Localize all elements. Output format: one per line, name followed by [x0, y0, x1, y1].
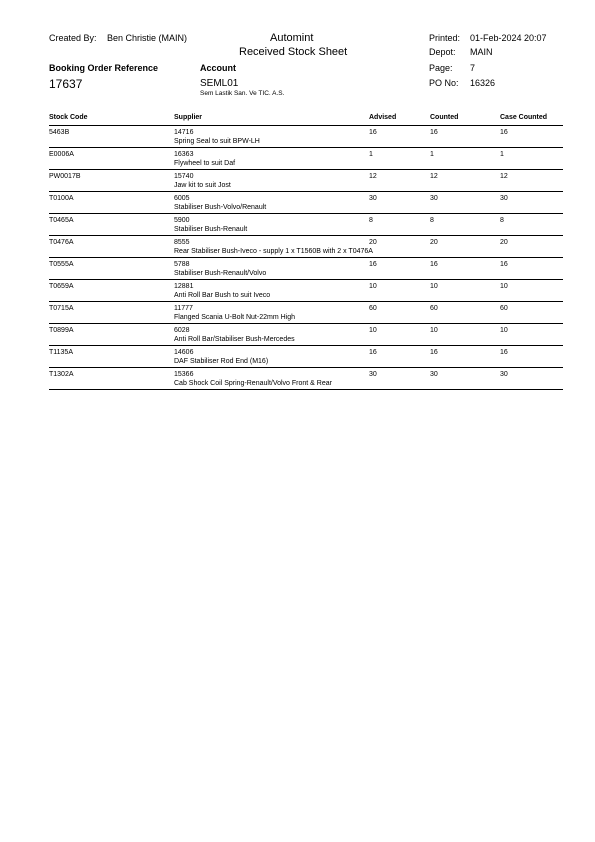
item-description: Stabiliser Bush-Renault [174, 226, 248, 233]
counted-qty: 30 [430, 371, 438, 378]
account-code: SEML01 [200, 78, 239, 89]
item-description: Rear Stabiliser Bush-Iveco - supply 1 x T1560B with 2 x T0476A [174, 248, 373, 255]
table-header [49, 114, 563, 126]
supplier-number: 11777 [174, 305, 193, 312]
item-description: Flywheel to suit Daf [174, 160, 236, 167]
booking-ref-value: 17637 [49, 77, 83, 91]
supplier-number: 6005 [174, 195, 190, 202]
col-stock-code: Stock Code [49, 114, 88, 121]
item-description: DAF Stabiliser Rod End (M16) [174, 358, 269, 365]
supplier-number: 5788 [174, 261, 190, 268]
table-row [49, 170, 563, 192]
case-counted-qty: 16 [500, 261, 508, 268]
supplier-number: 15366 [174, 371, 194, 378]
case-counted-qty: 30 [500, 195, 508, 202]
stock-code: T0465A [49, 217, 74, 224]
advised-qty: 16 [369, 129, 377, 136]
case-counted-qty: 16 [500, 349, 508, 356]
supplier-number: 16363 [174, 151, 194, 158]
supplier-number: 15740 [174, 173, 194, 180]
table-row [49, 214, 563, 236]
advised-qty: 16 [369, 261, 377, 268]
depot-label: Depot: [429, 47, 456, 57]
counted-qty: 60 [430, 305, 438, 312]
item-description: Stabiliser Bush-Renault/Volvo [174, 270, 267, 277]
supplier-number: 14716 [174, 129, 194, 136]
advised-qty: 30 [369, 371, 377, 378]
stock-table [49, 114, 563, 390]
created-by-value: Ben Christie (MAIN) [107, 33, 188, 43]
printed-value: 01-Feb-2024 20:07 [470, 33, 547, 43]
table-row [49, 368, 563, 390]
advised-qty: 16 [369, 349, 377, 356]
table-row [49, 236, 563, 258]
po-label: PO No: [429, 78, 459, 88]
case-counted-qty: 30 [500, 371, 508, 378]
counted-qty: 30 [430, 195, 438, 202]
item-description: Anti Roll Bar Bush to suit Iveco [174, 292, 271, 299]
col-advised: Advised [369, 114, 397, 121]
table-row [49, 258, 563, 280]
supplier-number: 12881 [174, 283, 194, 290]
stock-code: T0659A [49, 283, 74, 290]
item-description: Jaw kit to suit Jost [174, 182, 231, 189]
supplier-number: 8555 [174, 239, 190, 246]
page-title: Received Stock Sheet [239, 46, 348, 58]
case-counted-qty: 16 [500, 129, 508, 136]
stock-code: T1302A [49, 371, 74, 378]
table-row [49, 324, 563, 346]
table-row [49, 126, 563, 148]
po-number: 16326 [470, 78, 496, 88]
advised-qty: 1 [369, 151, 373, 158]
case-counted-qty: 10 [500, 283, 508, 290]
case-counted-qty: 12 [500, 173, 508, 180]
item-description: Stabiliser Bush-Volvo/Renault [174, 204, 267, 211]
stock-code: 5463B [49, 129, 70, 136]
supplier-number: 14606 [174, 349, 194, 356]
stock-code: PW0017B [49, 173, 81, 180]
depot-value: MAIN [470, 47, 493, 57]
supplier-number: 5900 [174, 217, 190, 224]
advised-qty: 30 [369, 195, 377, 202]
supplier-number: 6028 [174, 327, 190, 334]
item-description: Flanged Scania U-Bolt Nut-22mm High [174, 314, 295, 321]
account-label: Account [200, 63, 236, 73]
stock-code: E0006A [49, 151, 74, 158]
created-by-label: Created By: [49, 33, 97, 43]
booking-ref-label: Booking Order Reference [49, 63, 159, 73]
counted-qty: 1 [430, 151, 434, 158]
advised-qty: 60 [369, 305, 377, 312]
counted-qty: 10 [430, 327, 438, 334]
account-name: Sem Lastik San. Ve TIC. A.S. [200, 90, 285, 97]
stock-code: T0100A [49, 195, 74, 202]
table-row [49, 148, 563, 170]
stock-code: T0476A [49, 239, 74, 246]
counted-qty: 8 [430, 217, 434, 224]
counted-qty: 16 [430, 349, 438, 356]
counted-qty: 16 [430, 261, 438, 268]
table-row [49, 302, 563, 324]
counted-qty: 20 [430, 239, 438, 246]
counted-qty: 16 [430, 129, 438, 136]
advised-qty: 10 [369, 327, 377, 334]
company-name: Automint [270, 32, 314, 44]
advised-qty: 8 [369, 217, 373, 224]
counted-qty: 12 [430, 173, 438, 180]
table-body [49, 126, 563, 390]
item-description: Anti Roll Bar/Stabiliser Bush-Mercedes [174, 336, 295, 343]
col-counted: Counted [430, 114, 459, 121]
case-counted-qty: 60 [500, 305, 508, 312]
stock-code: T0715A [49, 305, 74, 312]
stock-code: T1135A [49, 349, 73, 356]
advised-qty: 20 [369, 239, 377, 246]
printed-label: Printed: [429, 33, 461, 43]
stock-code: T0555A [49, 261, 74, 268]
table-row [49, 192, 563, 214]
item-description: Spring Seal to suit BPW-LH [174, 138, 260, 145]
col-case-counted: Case Counted [500, 114, 548, 121]
counted-qty: 10 [430, 283, 438, 290]
case-counted-qty: 20 [500, 239, 508, 246]
advised-qty: 10 [369, 283, 377, 290]
case-counted-qty: 10 [500, 327, 508, 334]
stock-code: T0899A [49, 327, 74, 334]
table-row [49, 280, 563, 302]
case-counted-qty: 1 [500, 151, 504, 158]
advised-qty: 12 [369, 173, 377, 180]
page-number: 7 [470, 63, 476, 73]
case-counted-qty: 8 [500, 217, 504, 224]
item-description: Cab Shock Coil Spring-Renault/Volvo Front & Rear [174, 380, 332, 387]
page-label: Page: [429, 63, 453, 73]
table-row [49, 346, 563, 368]
col-supplier: Supplier [174, 114, 203, 121]
